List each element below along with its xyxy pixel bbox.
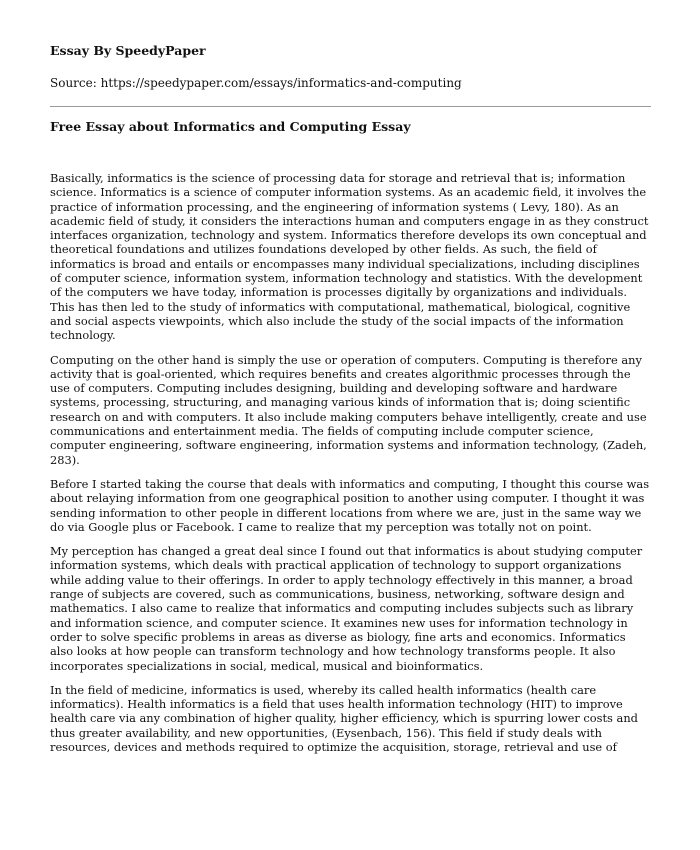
divider [50,106,651,107]
paragraph: Basically, informatics is the science of processing data for storage and retrieval that is; information science. Informatics is a science of computer information systems. As an academic field, it involves the practice of information processing, and the engineering of information systems ( Levy, 180). As an academic field of study, it considers the interactions human and computers engage in as they construct interfaces organization, technology and system. Informatics therefore develops its own conceptual and theoretical foundations and utilizes foundations developed by other fields. As such, the field of informatics is broad and entails or encompasses many individual specializations, including disciplines of computer science, information system, information technology and statistics. With the development of the computers we have today, information is processes digitally by organizations and individuals. This has then led to the study of informatics with computational, mathematical, biological, cognitive and social aspects viewpoints, which also include the study of the social impacts of the information technology. [50,171,649,343]
paragraph: Computing on the other hand is simply the use or operation of computers. Computing is therefore any activity that is goal-oriented, which requires benefits and creates algorithmic processes through the use of computers. Computing includes designing, building and developing software and hardware systems, processing, structuring, and managing various kinds of information that is; doing scientific research on and with computers. It also include making computers behave intelligently, create and use communications and entertainment media. The fields of computing include computer science, computer engineering, software engineering, information systems and information technology, (Zadeh, 283). [50,352,647,467]
essay-body [50,171,651,754]
paragraph: Before I started taking the course that deals with informatics and computing, I thought this course was about relaying information from one geographical position to another using computer. I thought it was sending information to other people in different locations from where we are, just in the same way we do via Google plus or Facebook. I came to realize that my perception was totally not on point. [50,476,650,534]
brand-title: Essay By SpeedyPaper [50,43,206,58]
essay-title: Free Essay about Informatics and Computing Essay [50,119,411,134]
source-url: Source: https://speedypaper.com/essays/informatics-and-computing [50,76,462,90]
paragraph: My perception has changed a great deal since I found out that informatics is about studying computer information systems, which deals with practical application of technology to support organizations while adding value to their offerings. In order to apply technology effectively in this manner, a broad range of subjects are covered, such as communications, business, networking, software design and mathematics. I also came to realize that informatics and computing includes subjects such as library and information science, and computer science. It examines new uses for information technology in order to solve specific problems in areas as diverse as biology, fine arts and economics. Informatics also looks at how people can transform technology and how technology transforms people. It also incorporates specializations in social, medical, musical and bioinformatics. [50,544,643,673]
paragraph: In the field of medicine, informatics is used, whereby its called health informatics (health care informatics). Health informatics is a field that uses health information technology (HIT) to improve health care via any combination of higher quality, higher efficiency, which is spurring lower costs and thus greater availability, and new opportunities, (Eysenbach, 156). This field if study deals with resources, devices and methods required to optimize the acquisition, storage, retrieval and use of [50,682,638,754]
